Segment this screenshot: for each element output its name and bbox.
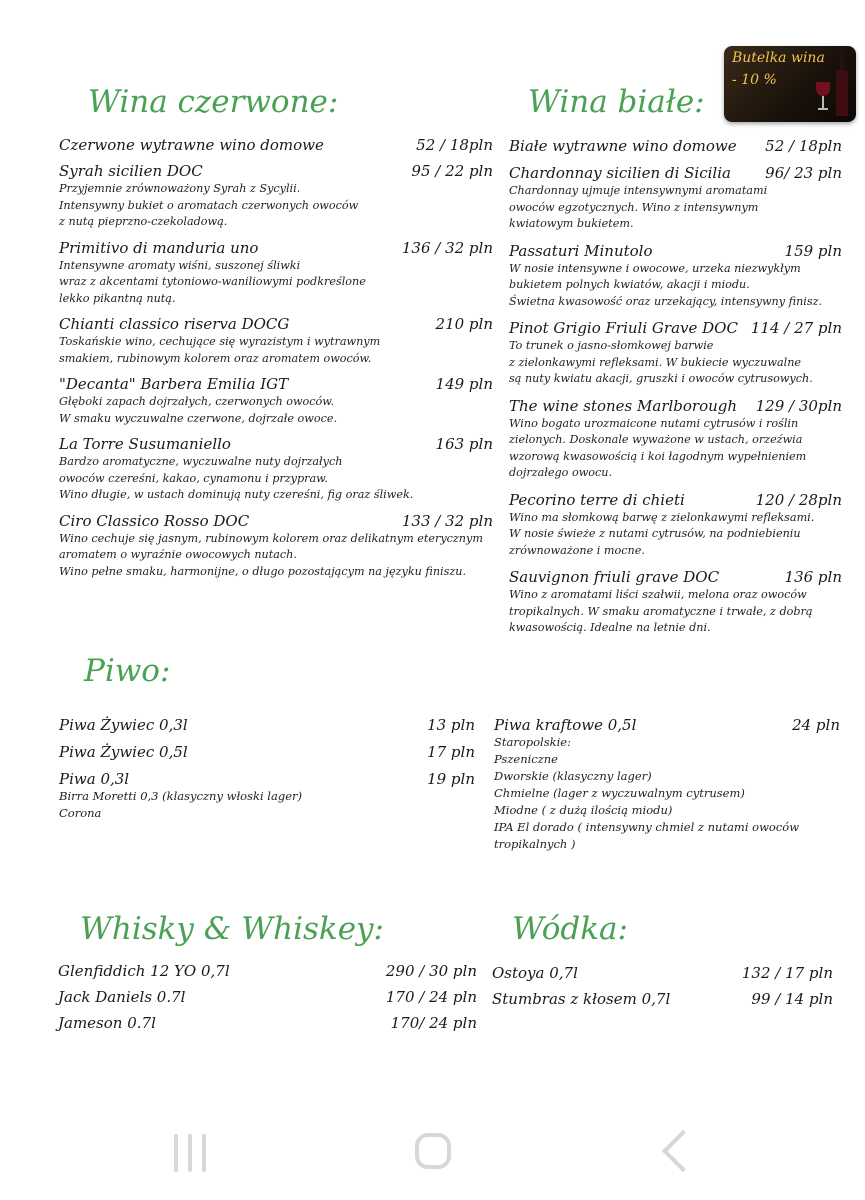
item-description (59, 334, 493, 367)
description-line: Dworskie (klasyczny lager) (494, 769, 652, 783)
item-price: 170/ 24 pln (390, 1014, 477, 1032)
menu-item (509, 319, 842, 388)
description-line: kwasowością. Idealne na letnie dni. (509, 621, 711, 634)
menu-item-row (509, 491, 842, 509)
item-description (59, 788, 475, 822)
item-name: Sauvignon friuli grave DOC (509, 568, 720, 586)
menu-item-row (492, 990, 833, 1008)
description-line: Przyjemnie zrównoważony Syrah z Sycylii. (59, 182, 301, 195)
item-description (509, 510, 842, 560)
item-name: Chianti classico riserva DOCG (59, 315, 290, 333)
description-line: smakiem, rubinowym kolorem oraz aromatem owoców. (59, 351, 372, 365)
menu-item-row (509, 164, 842, 182)
menu-item (59, 770, 475, 822)
item-price: 114 / 27 pln (750, 319, 842, 337)
menu-item (59, 512, 493, 581)
description-line: dojrzałego owocu. (509, 466, 613, 479)
beer-list-right (494, 716, 840, 862)
description-line: Wino bogato urozmaicone nutami cytrusów i roślin (509, 416, 799, 430)
item-price: 149 pln (435, 375, 493, 393)
menu-item-row (59, 435, 493, 453)
menu-item (59, 743, 475, 761)
description-line: W nosie intensywne i owocowe, urzeka niezwykłym (509, 261, 801, 275)
description-line: Chmielne (lager z wyczuwalnym cytrusem) (494, 786, 745, 800)
menu-item-row (59, 743, 475, 761)
menu-item-row (59, 136, 493, 154)
description-line: Birra Moretti 0,3 (klasyczny włoski lager) (59, 789, 302, 803)
white-wine-list (509, 137, 842, 646)
menu-item-row (59, 239, 493, 257)
description-line: owoców czereśni, kakao, cynamonu i przypraw. (59, 471, 328, 485)
menu-item-row (59, 162, 493, 180)
description-line: Wino długie, w ustach dominują nuty czereśni, fig oraz śliwek. (59, 488, 414, 501)
promo-badge-discount: - 10 % (732, 72, 777, 88)
item-name: Ostoya 0,7l (492, 964, 578, 982)
description-line: Bardzo aromatyczne, wyczuwalne nuty dojrzałych (59, 455, 343, 468)
item-description (509, 416, 842, 482)
menu-item-row (509, 397, 842, 415)
item-price: 24 pln (792, 716, 840, 734)
item-description (59, 531, 493, 581)
menu-item (59, 162, 493, 231)
menu-item (59, 315, 493, 367)
description-line: Intensywne aromaty wiśni, suszonej śliwki (59, 258, 301, 272)
description-line: kwiatowym bukietem. (509, 217, 634, 230)
wine-glass-icon (816, 82, 830, 112)
menu-item-row (59, 315, 493, 333)
recent-apps-icon[interactable] (174, 1134, 214, 1172)
vodka-list (492, 964, 833, 1016)
menu-item (509, 137, 842, 155)
description-line: zielonych. Doskonale wyważone w ustach, orzeźwia (509, 433, 803, 446)
item-price: 120 / 28pln (755, 490, 842, 509)
description-line: IPA El dorado ( intensywny chmiel z nutami owoców (494, 820, 800, 834)
menu-item (494, 716, 840, 853)
item-description (509, 338, 842, 388)
menu-item (509, 568, 842, 637)
description-line: Pszeniczne (494, 752, 558, 766)
menu-item (492, 990, 833, 1008)
item-name: Piwa Żywiec 0,5l (59, 743, 188, 761)
item-price: 129 / 30pln (755, 396, 842, 415)
beer-list-left (59, 716, 475, 831)
description-line: W smaku wyczuwalne czerwone, dojrzałe owoce. (59, 411, 338, 425)
item-name: Ciro Classico Rosso DOC (59, 511, 250, 530)
menu-item (492, 964, 833, 982)
item-price: 17 pln (427, 743, 475, 761)
menu-item (509, 242, 842, 311)
description-line: tropikalnych ) (494, 837, 576, 851)
item-price: 133 / 32 pln (401, 511, 493, 530)
description-line: Wino pełne smaku, harmonijne, o długo pozostającym na języku finiszu. (59, 564, 467, 578)
description-line: Chardonnay ujmuje intensywnymi aromatami (509, 184, 768, 197)
item-name: Białe wytrawne wino domowe (509, 137, 737, 155)
menu-item-row (58, 962, 477, 980)
description-line: Toskańskie wino, cechujące się wyrazistym i wytrawnym (59, 335, 381, 348)
menu-item-row (509, 319, 842, 337)
item-price: 95 / 22 pln (411, 162, 493, 180)
menu-item (509, 397, 842, 482)
red-wine-title: Wina czerwone: (88, 84, 339, 120)
item-description (509, 183, 842, 233)
item-name: La Torre Susumaniello (59, 435, 231, 453)
item-name: "Decanta" Barbera Emilia IGT (59, 375, 289, 393)
menu-item-row (509, 568, 842, 586)
menu-item (58, 962, 477, 980)
item-name: Jack Daniels 0.7l (58, 988, 186, 1006)
item-description (509, 587, 842, 637)
description-line: Corona (59, 806, 102, 820)
description-line: Wino cechuje się jasnym, rubinowym kolorem oraz delikatnym eterycznym (59, 531, 483, 545)
vodka-title: Wódka: (512, 911, 628, 947)
item-name: Piwa kraftowe 0,5l (494, 716, 637, 734)
description-line: lekko pikantną nutą. (59, 291, 176, 305)
menu-item (59, 136, 493, 154)
description-line: z zielonkawymi refleksami. W bukiecie wyczuwalne (509, 355, 802, 369)
promo-badge (724, 46, 856, 122)
item-price: 170 / 24 pln (385, 988, 477, 1006)
item-price: 132 / 17 pln (741, 964, 833, 982)
item-price: 19 pln (427, 770, 475, 788)
menu-item-row (59, 512, 493, 530)
back-icon[interactable] (662, 1130, 704, 1172)
home-icon[interactable] (415, 1133, 451, 1169)
description-line: Miodne ( z dużą ilością miodu) (494, 803, 673, 817)
item-description (59, 181, 493, 231)
description-line: To trunek o jasno-słomkowej barwie (509, 339, 714, 352)
red-wine-list (59, 136, 493, 588)
item-name: Piwa 0,3l (59, 770, 130, 788)
menu-item (59, 716, 475, 734)
item-description (59, 454, 493, 504)
item-price: 136 pln (784, 568, 842, 586)
item-description (59, 394, 493, 427)
menu-item (58, 1014, 477, 1032)
item-name: Glenfiddich 12 YO 0,7l (58, 962, 230, 980)
item-price: 52 / 18pln (765, 137, 842, 155)
wine-bottle-icon (836, 54, 848, 116)
description-line: Świetna kwasowość oraz urzekający, intensywny finisz. (509, 294, 823, 308)
item-description (59, 258, 493, 308)
menu-item-row (58, 1014, 477, 1032)
item-name: The wine stones Marlborough (509, 396, 738, 415)
item-price: 13 pln (427, 716, 475, 734)
beer-title: Piwo: (84, 653, 171, 689)
menu-item (509, 164, 842, 233)
item-name: Pecorino terre di chieti (509, 490, 685, 509)
menu-item-row (492, 964, 833, 982)
description-line: Wino z aromatami liści szałwii, melona oraz owoców (509, 588, 807, 601)
menu-item-row (509, 242, 842, 260)
item-price: 52 / 18pln (416, 136, 493, 154)
menu-item-row (59, 716, 475, 734)
description-line: W nosie świeże z nutami cytrusów, na podniebieniu (509, 527, 801, 540)
item-name: Primitivo di manduria uno (59, 238, 259, 257)
description-line: Głęboki zapach dojrzałych, czerwonych owoców. (59, 395, 335, 408)
item-price: 163 pln (435, 435, 493, 453)
menu-item (58, 988, 477, 1006)
description-line: Staropolskie: (494, 735, 571, 749)
item-price: 159 pln (784, 241, 842, 260)
description-line: aromatem o wyraźnie owocowych nutach. (59, 548, 297, 561)
system-nav-bar (0, 1120, 865, 1200)
item-price: 96/ 23 pln (765, 164, 842, 182)
item-name: Stumbras z kłosem 0,7l (492, 990, 671, 1008)
item-description (494, 734, 840, 853)
whisky-title: Whisky & Whiskey: (80, 911, 384, 947)
menu-item (59, 435, 493, 504)
description-line: owoców egzotycznych. Wino z intensywnym (509, 200, 759, 214)
item-description (509, 261, 842, 311)
item-name: Pinot Grigio Friuli Grave DOC (509, 319, 738, 337)
description-line: tropikalnych. W smaku aromatyczne i trwałe, z dobrą (509, 604, 813, 618)
description-line: wraz z akcentami tytoniowo-waniliowymi podkreślone (59, 275, 366, 288)
white-wine-title: Wina białe: (528, 84, 705, 120)
item-name: Piwa Żywiec 0,3l (59, 716, 188, 734)
item-price: 290 / 30 pln (385, 962, 477, 980)
description-line: są nuty kwiatu akacji, gruszki i owoców cytrusowych. (509, 372, 813, 385)
item-name: Czerwone wytrawne wino domowe (59, 136, 324, 154)
description-line: bukietem polnych kwiatów, akacji i miodu. (509, 278, 750, 291)
menu-item-row (59, 770, 475, 788)
item-price: 136 / 32 pln (401, 238, 493, 257)
menu-item-row (494, 716, 840, 734)
description-line: Intensywny bukiet o aromatach czerwonych owoców (59, 198, 359, 212)
menu-item (59, 375, 493, 427)
promo-badge-title: Butelka wina (732, 50, 825, 66)
item-price: 99 / 14 pln (751, 990, 833, 1008)
description-line: zrównoważone i mocne. (509, 543, 645, 557)
menu-item-row (58, 988, 477, 1006)
menu-item (59, 239, 493, 308)
menu-item-row (59, 375, 493, 393)
item-name: Chardonnay sicilien di Sicilia (509, 164, 731, 182)
item-name: Syrah sicilien DOC (59, 162, 203, 180)
item-name: Jameson 0.7l (58, 1014, 156, 1032)
description-line: z nutą pieprzno-czekoladową. (59, 215, 228, 228)
description-line: Wino ma słomkową barwę z zielonkawymi refleksami. (509, 510, 815, 524)
menu-item (509, 491, 842, 560)
menu-item-row (509, 137, 842, 155)
item-name: Passaturi Minutolo (509, 241, 653, 260)
description-line: wzorową kwasowością i koi łagodnym wypełnieniem (509, 449, 807, 463)
item-price: 210 pln (435, 315, 493, 333)
whisky-list (58, 962, 477, 1040)
